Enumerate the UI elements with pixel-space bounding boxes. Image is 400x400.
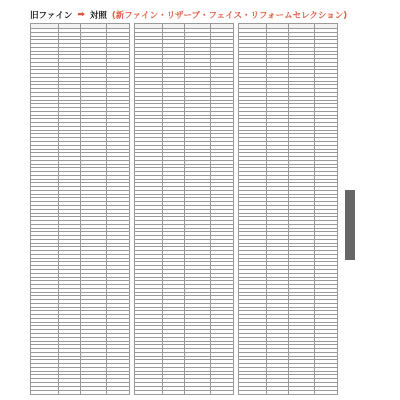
- table-cell: [267, 390, 289, 395]
- table-body: [239, 29, 338, 395]
- table-cell: [135, 390, 163, 395]
- table-cell: [107, 390, 130, 395]
- table-row: [135, 390, 234, 395]
- section-side-tab: [345, 190, 355, 260]
- table-cell: [31, 390, 59, 395]
- table-cell: [185, 390, 211, 395]
- price-table-middle: [134, 23, 234, 395]
- table-row: [239, 390, 338, 395]
- table-cell: [163, 390, 185, 395]
- price-tables: [30, 23, 333, 395]
- side-tab-label: [345, 190, 355, 260]
- table-cell: [289, 390, 315, 395]
- price-table-left: [30, 23, 130, 395]
- table-cell: [239, 390, 267, 395]
- table-row: [31, 390, 130, 395]
- table-cell: [81, 390, 107, 395]
- table-cell: [315, 390, 338, 395]
- right-arrow-icon: ➡: [77, 10, 85, 20]
- table-cell: [211, 390, 234, 395]
- taio-label: 対照: [89, 11, 107, 21]
- new-series-label: (新ファイン・リザーブ・フェイス・リフォームセレクション): [111, 11, 348, 21]
- price-table-right: [238, 23, 338, 395]
- old-fine-label: 旧ファイン: [30, 11, 73, 21]
- table-body: [135, 29, 234, 395]
- table-cell: [59, 390, 81, 395]
- page-header: [30, 8, 360, 22]
- table-body: [31, 29, 130, 395]
